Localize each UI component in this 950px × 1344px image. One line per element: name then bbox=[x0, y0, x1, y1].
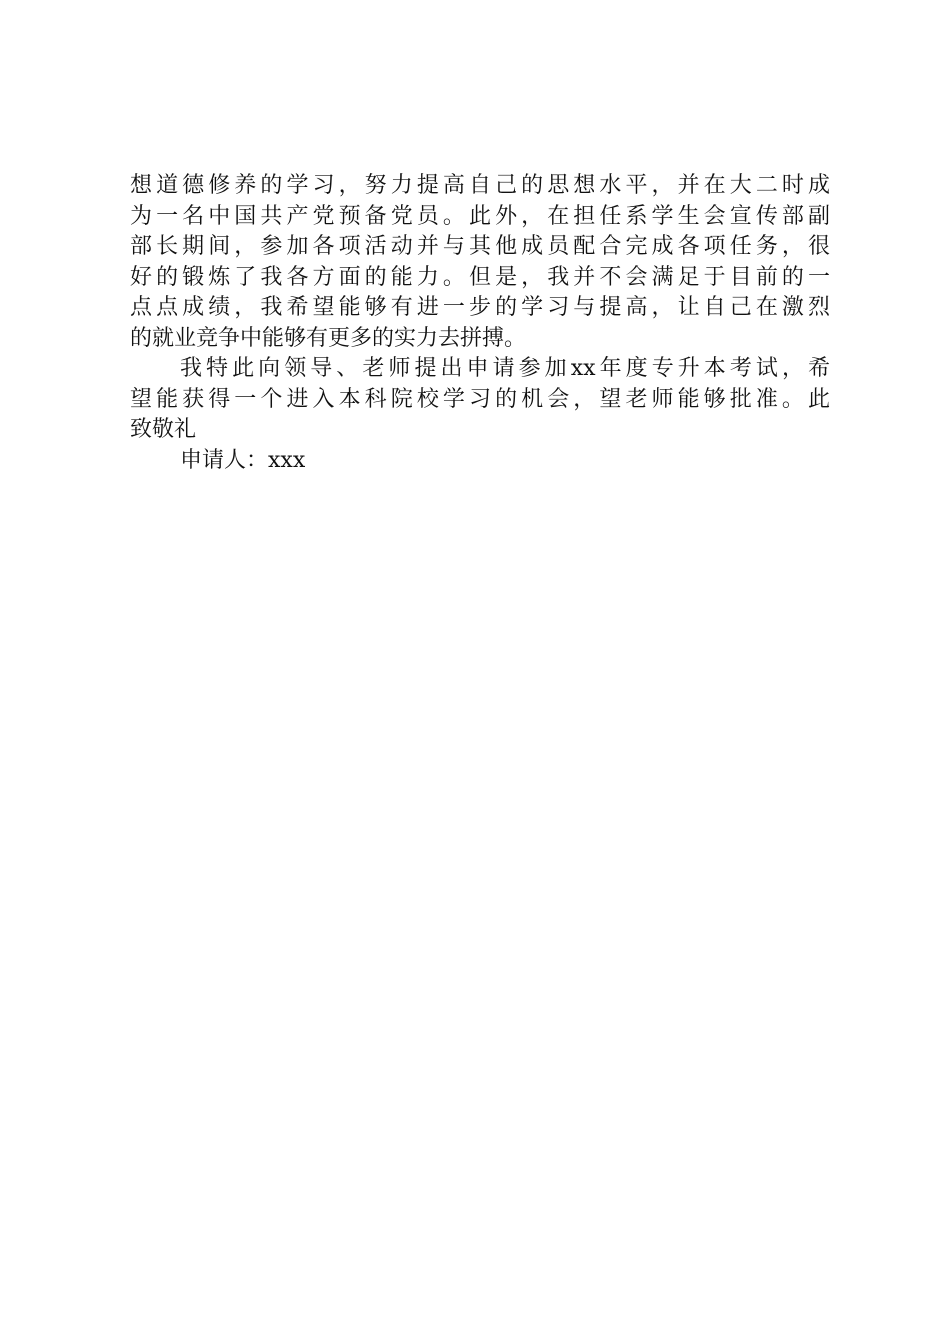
text-line: 点点成绩，我希望能够有进一步的学习与提高，让自己在激烈 bbox=[130, 295, 830, 320]
paragraph-request bbox=[130, 354, 830, 446]
text-line: 望能获得一个进入本科院校学习的机会，望老师能够批准。此 bbox=[130, 386, 830, 412]
text-line: 为一名中国共产党预备党员。此外，在担任系学生会宣传部副 bbox=[130, 203, 830, 229]
paragraph-intro bbox=[130, 171, 830, 354]
text-line: 的就业竞争中能够有更多的实力去拼搏。 bbox=[130, 325, 527, 351]
signature-line bbox=[130, 446, 830, 477]
text-line: 部长期间，参加各项活动并与其他成员配合完成各项任务，很 bbox=[130, 234, 830, 259]
text-line: 想道德修养的学习，努力提高自己的思想水平，并在大二时成 bbox=[130, 173, 830, 198]
applicant-signature: 申请人：xxx bbox=[180, 447, 306, 473]
text-line: 我特此向领导、老师提出申请参加xx年度专升本考试，希 bbox=[180, 356, 830, 381]
text-line: 致敬礼 bbox=[130, 417, 197, 442]
document-body bbox=[130, 171, 830, 476]
text-line: 好的锻炼了我各方面的能力。但是，我并不会满足于目前的一 bbox=[130, 264, 830, 290]
